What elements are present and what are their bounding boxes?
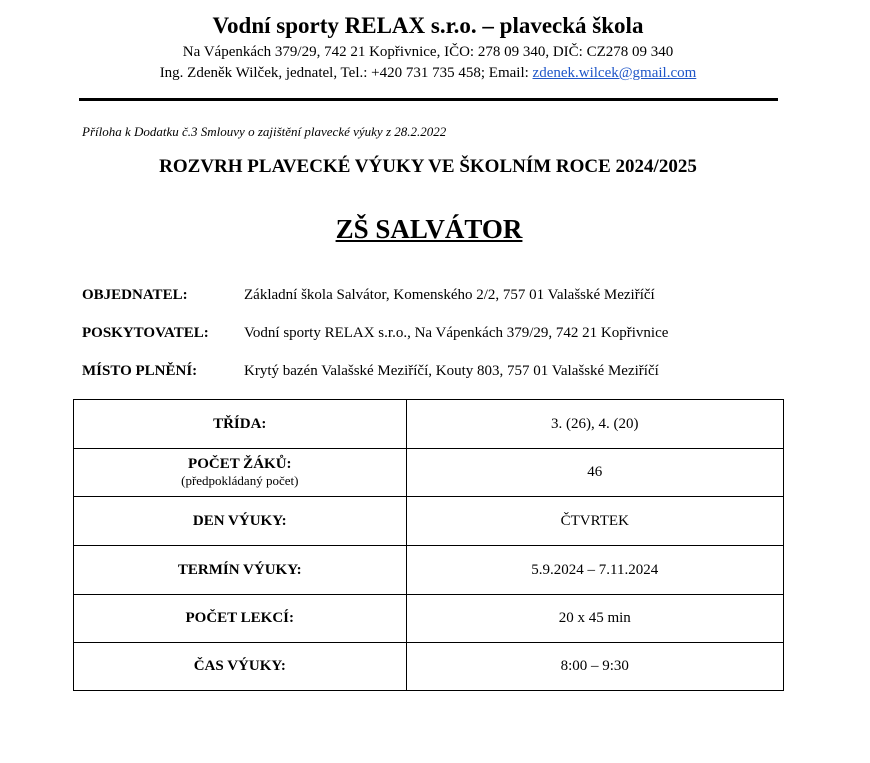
row-value: 8:00 – 9:30 — [406, 643, 783, 691]
row-value: 46 — [406, 449, 783, 497]
contact-text: Ing. Zdeněk Wilček, jednatel, Tel.: +420 731 735 458; Email: — [159, 65, 533, 81]
table-row — [74, 449, 784, 497]
letterhead — [0, 10, 856, 84]
header-divider — [79, 98, 778, 101]
attachment-note: Příloha k Dodatku č.3 Smlouvy o zajištění plavecké výuky z 28.2.2022 — [82, 124, 447, 139]
info-label: MÍSTO PLNĚNÍ: — [82, 363, 198, 379]
row-label: DEN VÝUKY: — [74, 497, 407, 546]
table-row — [74, 546, 784, 595]
info-value: Vodní sporty RELAX s.r.o., Na Vápenkách 379/29, 742 21 Kopřivnice — [244, 325, 669, 341]
document-title: ROZVRH PLAVECKÉ VÝUKY VE ŠKOLNÍM ROCE 2024/2025 — [159, 156, 697, 177]
info-value: Krytý bazén Valašské Meziříčí, Kouty 803, 757 01 Valašské Meziříčí — [244, 363, 659, 379]
company-contact — [0, 63, 856, 84]
row-label-cell — [74, 449, 407, 497]
company-name: Vodní sporty RELAX s.r.o. – plavecká škola — [212, 13, 644, 38]
table-row — [74, 643, 784, 691]
info-value: Základní škola Salvátor, Komenského 2/2, 757 01 Valašské Meziříčí — [244, 287, 655, 303]
info-label: POSKYTOVATEL: — [82, 325, 209, 341]
email-link[interactable]: zdenek.wilcek@gmail.com — [532, 65, 697, 81]
row-value: 20 x 45 min — [406, 595, 783, 643]
table-row — [74, 400, 784, 449]
row-label: TERMÍN VÝUKY: — [74, 546, 407, 595]
row-label: POČET ŽÁKŮ: — [188, 456, 292, 472]
row-label: ČAS VÝUKY: — [74, 643, 407, 691]
row-sublabel: (předpokládaný počet) — [181, 473, 299, 488]
row-label: POČET LEKCÍ: — [74, 595, 407, 643]
schedule-table — [73, 399, 784, 691]
company-address: Na Vápenkách 379/29, 742 21 Kopřivnice, IČO: 278 09 340, DIČ: CZ278 09 340 — [182, 44, 674, 60]
row-label: TŘÍDA: — [74, 400, 407, 449]
row-value: 5.9.2024 – 7.11.2024 — [406, 546, 783, 595]
school-title: ZŠ SALVÁTOR — [335, 214, 523, 244]
row-value: 3. (26), 4. (20) — [406, 400, 783, 449]
row-value: ČTVRTEK — [406, 497, 783, 546]
info-label: OBJEDNATEL: — [82, 287, 188, 303]
table-row — [74, 595, 784, 643]
table-row — [74, 497, 784, 546]
